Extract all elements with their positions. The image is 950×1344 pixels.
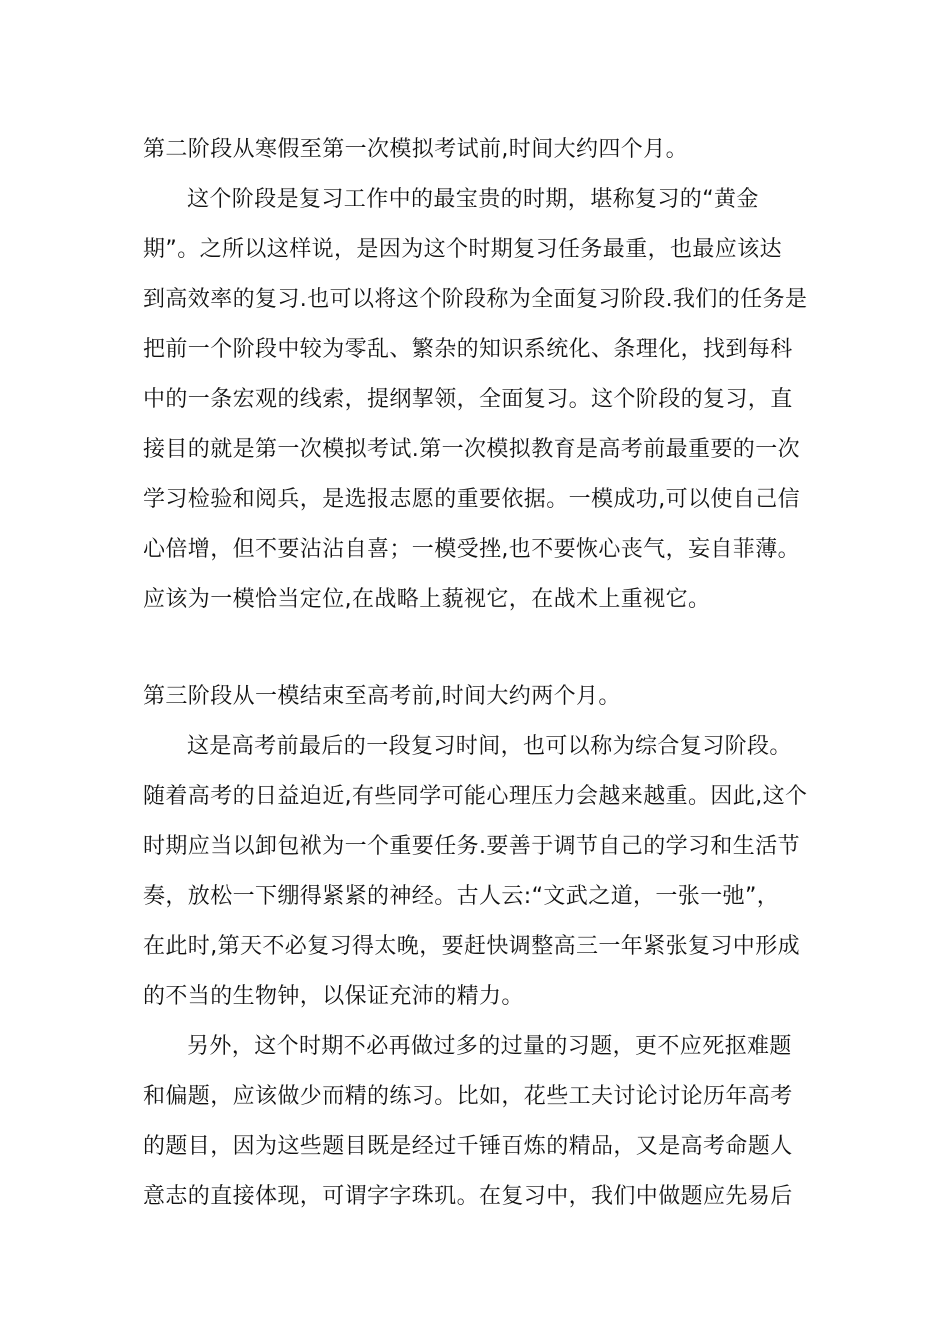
paragraph-line: 应该为一模恰当定位,在战略上藐视它，在战术上重视它。 (143, 587, 711, 612)
paragraph-line: 奏，放松一下绷得紧紧的神经。古人云:“文武之道，一张一弛”， (143, 884, 780, 909)
paragraph-line: 中的一条宏观的线索，提纲挈领，全面复习。这个阶段的复习，直 (143, 387, 793, 412)
paragraph-line: 的不当的生物钟，以保证充沛的精力。 (143, 984, 524, 1009)
section-heading-stage-two: 第二阶段从寒假至第一次模拟考试前,时间大约四个月。 (143, 137, 688, 162)
paragraph-line: 时期应当以卸包袱为一个重要任务.要善于调节自己的学习和生活节 (143, 834, 800, 859)
paragraph-line: 这是高考前最后的一段复习时间，也可以称为综合复习阶段。 (187, 734, 792, 759)
paragraph-line: 在此时,第天不必复习得太晚，要赶快调整高三一年紧张复习中形成 (143, 934, 800, 959)
paragraph-line: 意志的直接体现，可谓字字珠玑。在复习中，我们中做题应先易后 (143, 1184, 793, 1209)
paragraph-line: 接目的就是第一次模拟考试.第一次模拟教育是高考前最重要的一次 (143, 437, 800, 462)
paragraph-line: 另外，这个时期不必再做过多的过量的习题，更不应死抠难题 (187, 1034, 792, 1059)
paragraph-line: 把前一个阶段中较为零乱、繁杂的知识系统化、条理化，找到每科 (143, 337, 793, 362)
paragraph-line: 随着高考的日益迫近,有些同学可能心理压力会越来越重。因此,这个 (143, 784, 808, 809)
paragraph-line: 和偏题，应该做少而精的练习。比如，花些工夫讨论讨论历年高考 (143, 1084, 793, 1109)
paragraph-line: 这个阶段是复习工作中的最宝贵的时期，堪称复习的“黄金 (187, 187, 759, 212)
paragraph-line: 心倍增，但不要沾沾自喜；一模受挫,也不要恢心丧气，妄自菲薄。 (143, 537, 800, 562)
paragraph-line: 的题目，因为这些题目既是经过千锤百炼的精品，又是高考命题人 (143, 1134, 793, 1159)
section-heading-stage-three: 第三阶段从一模结束至高考前,时间大约两个月。 (143, 684, 621, 709)
paragraph-line: 学习检验和阅兵，是选报志愿的重要依据。一模成功,可以使自己信 (143, 487, 800, 512)
paragraph-line: 期”。之所以这样说，是因为这个时期复习任务最重，也最应该达 (143, 237, 782, 262)
paragraph-line: 到高效率的复习.也可以将这个阶段称为全面复习阶段.我们的任务是 (143, 287, 808, 312)
